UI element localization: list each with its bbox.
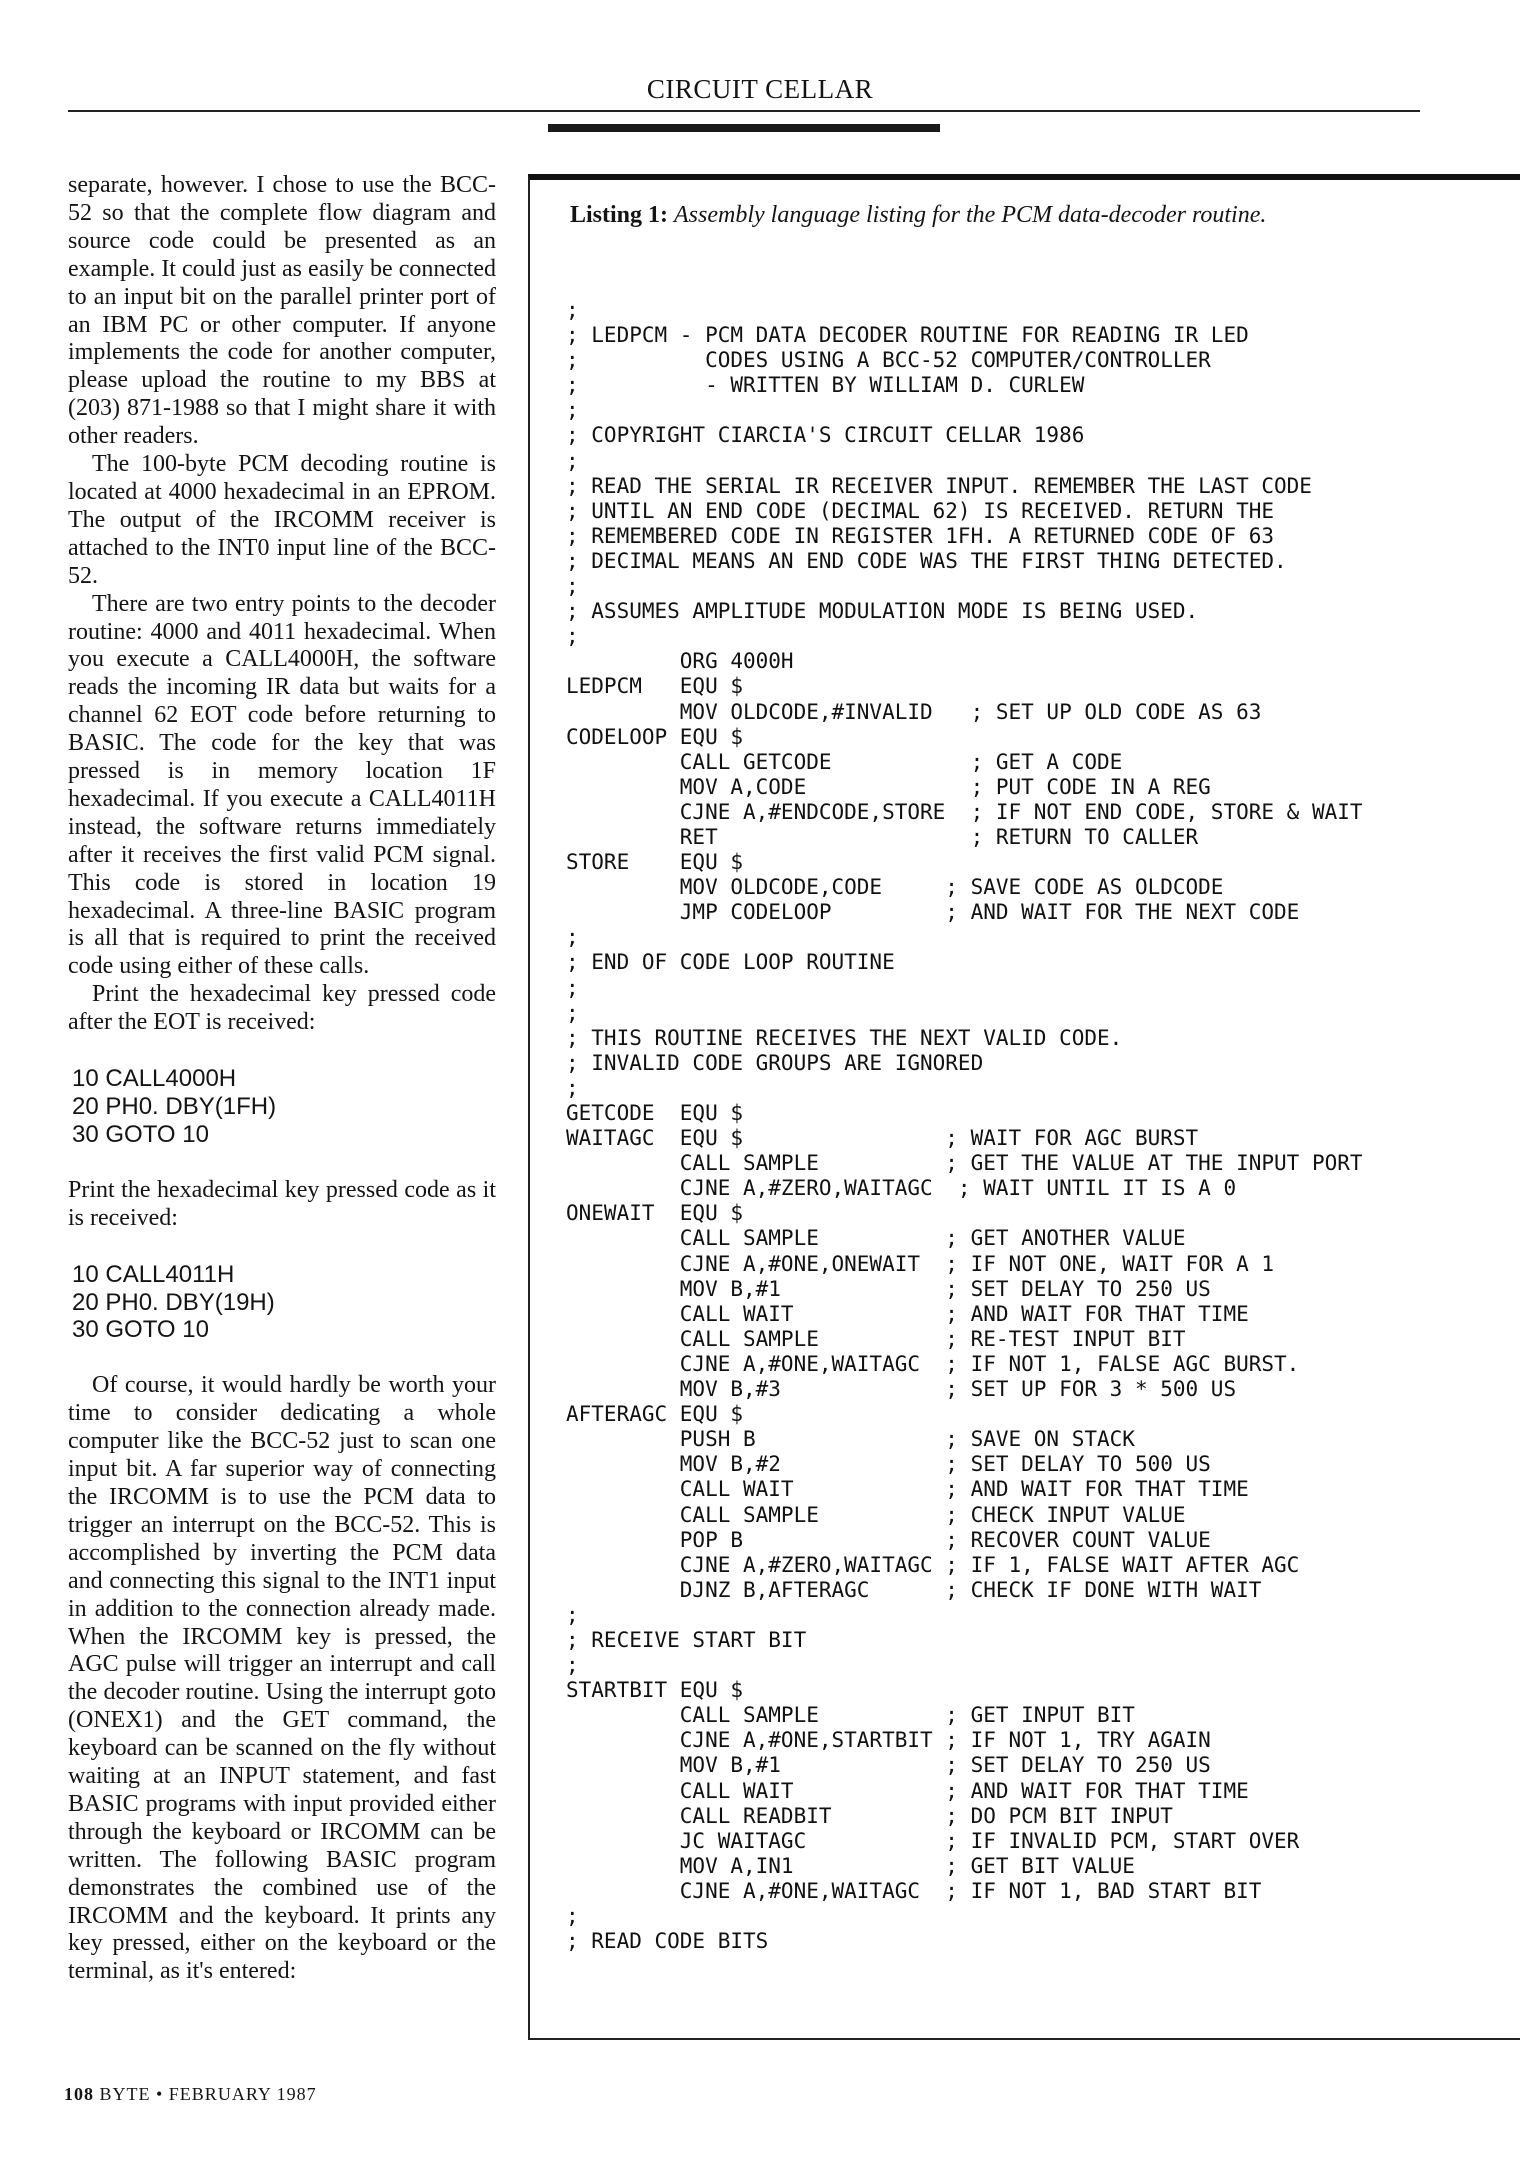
code-line: ; END OF CODE LOOP ROUTINE — [566, 950, 895, 975]
article-paragraph: Print the hexadecimal key pressed code after the EOT is received: — [68, 981, 496, 1036]
code-line: ; — [566, 1904, 579, 1928]
code-line: CALL GETCODE ; GET A CODE — [566, 749, 1123, 774]
code-line: MOV B,#3 ; SET UP FOR 3 * 500 US — [566, 1377, 1237, 1402]
code-line: DJNZ B,AFTERAGC ; CHECK IF DONE WITH WAIT — [566, 1577, 1262, 1602]
code-line: ; — [566, 925, 579, 950]
code-line: ; RECEIVE START BIT — [566, 1627, 807, 1652]
article-paragraph: Print the hexadecimal key pressed code as it is received: — [68, 1176, 496, 1231]
listing-caption — [570, 200, 1470, 230]
code-line: CALL SAMPLE ; RE-TEST INPUT BIT — [566, 1326, 1186, 1351]
code-line: CALL SAMPLE ; GET THE VALUE AT THE INPUT PORT — [566, 1151, 1363, 1176]
code-line: ; — [566, 398, 579, 423]
code-line: AFTERAGC EQU $ — [566, 1402, 744, 1427]
code-line: PUSH B ; SAVE ON STACK — [566, 1427, 1135, 1452]
code-line: ; — [566, 1653, 579, 1678]
code-line: CJNE A,#ONE,WAITAGC ; IF NOT 1, BAD START BIT — [566, 1878, 1262, 1903]
article-paragraph: separate, however. I chose to use the BCC-52 so that the complete flow diagram and source code could be presented as an example. It could just as easily be connected to an input bit on the parallel printer port of an IBM PC or other computer. If anyone implements the code for another computer, please upload the routine to my BBS at (203) 871-1988 so that I might share it with other readers. — [68, 172, 496, 450]
header-bar — [548, 124, 940, 132]
code-line: WAITAGC EQU $ ; WAIT FOR AGC BURST — [566, 1126, 1199, 1151]
code-line: MOV OLDCODE,#INVALID ; SET UP OLD CODE AS 63 — [566, 699, 1262, 724]
code-line: CALL WAIT ; AND WAIT FOR THAT TIME — [566, 1778, 1249, 1803]
code-line: POP B ; RECOVER COUNT VALUE — [566, 1527, 1211, 1552]
listing-code — [566, 298, 1506, 1954]
code-line: GETCODE EQU $ — [566, 1101, 744, 1125]
code-line: ; — [566, 975, 579, 1000]
code-line: ; — [566, 624, 579, 649]
code-line: CALL WAIT ; AND WAIT FOR THAT TIME — [566, 1301, 1249, 1326]
code-line: ; UNTIL AN END CODE (DECIMAL 62) IS RECEIVED. RETURN THE — [566, 498, 1275, 523]
code-line: MOV B,#2 ; SET DELAY TO 500 US — [566, 1452, 1211, 1477]
program-line: 20 PH0. DBY(1FH) — [72, 1093, 277, 1120]
code-line: RET ; RETURN TO CALLER — [566, 824, 1199, 849]
code-line: CJNE A,#ZERO,WAITAGC ; IF 1, FALSE WAIT AFTER AGC — [566, 1552, 1300, 1577]
code-line: JC WAITAGC ; IF INVALID PCM, START OVER — [566, 1828, 1300, 1853]
code-line: ; — [566, 448, 579, 473]
code-line: CALL SAMPLE ; GET ANOTHER VALUE — [566, 1226, 1186, 1251]
code-line: ; COPYRIGHT CIARCIA'S CIRCUIT CELLAR 1986 — [566, 423, 1085, 448]
code-line: CJNE A,#ENDCODE,STORE ; IF NOT END CODE, STORE & WAIT — [566, 799, 1363, 824]
code-line: ONEWAIT EQU $ — [566, 1201, 744, 1226]
code-line: JMP CODELOOP ; AND WAIT FOR THE NEXT CODE — [566, 900, 1300, 925]
article-column — [68, 172, 496, 1986]
code-line: ; THIS ROUTINE RECEIVES THE NEXT VALID CODE. — [566, 1025, 1123, 1050]
code-line: MOV A,IN1 ; GET BIT VALUE — [566, 1853, 1135, 1878]
page-number: 108 — [64, 2084, 94, 2104]
code-line: ; CODES USING A BCC-52 COMPUTER/CONTROLLER — [566, 348, 1211, 373]
program-line: 30 GOTO 10 — [72, 1120, 209, 1148]
code-line: CJNE A,#ZERO,WAITAGC ; WAIT UNTIL IT IS A 0 — [566, 1176, 1237, 1201]
code-line: CJNE A,#ONE,ONEWAIT ; IF NOT ONE, WAIT FOR A 1 — [566, 1251, 1275, 1276]
code-line: CALL READBIT ; DO PCM BIT INPUT — [566, 1803, 1173, 1828]
code-line: STORE EQU $ — [566, 850, 744, 875]
code-line: ; — [566, 1000, 579, 1025]
code-line: ; INVALID CODE GROUPS ARE IGNORED — [566, 1050, 984, 1075]
code-line: ; - WRITTEN BY WILLIAM D. CURLEW — [566, 373, 1085, 398]
code-line: ; — [566, 574, 579, 599]
article-paragraph: There are two entry points to the decoder routine: 4000 and 4011 hexadecimal. When you execute a CALL4000H, the software reads the incoming IR data but waits for a channel 62 EOT code before returning to BASIC. The code for the key that was pressed is in memory location 1F hexadecimal. If you execute a CALL4011H instead, the software returns immediately after it receives the first valid PCM signal. This code is stored in location 19 hexadecimal. A three-line BASIC program is all that is required to print the received code using either of these calls. — [68, 590, 496, 980]
code-line: ; — [566, 1075, 579, 1100]
code-line: CJNE A,#ONE,WAITAGC ; IF NOT 1, FALSE AGC BURST. — [566, 1351, 1300, 1376]
code-line: MOV OLDCODE,CODE ; SAVE CODE AS OLDCODE — [566, 875, 1224, 900]
code-line: ; — [566, 298, 579, 322]
program-line: 10 CALL4011H — [72, 1260, 235, 1288]
code-line: ; DECIMAL MEANS AN END CODE WAS THE FIRST THING DETECTED. — [566, 548, 1287, 573]
page-header: CIRCUIT CELLAR — [646, 74, 874, 104]
code-line: MOV B,#1 ; SET DELAY TO 250 US — [566, 1276, 1211, 1301]
code-line: STARTBIT EQU $ — [566, 1678, 744, 1703]
program-line: 10 CALL4000H — [72, 1065, 237, 1093]
code-line: ; REMEMBERED CODE IN REGISTER 1FH. A RETURNED CODE OF 63 — [566, 523, 1275, 548]
code-line: CALL WAIT ; AND WAIT FOR THAT TIME — [566, 1477, 1249, 1502]
header-rule — [68, 110, 1420, 112]
code-line: ; LEDPCM - PCM DATA DECODER ROUTINE FOR READING IR LED — [566, 323, 1249, 348]
article-paragraph: Of course, it would hardly be worth your time to consider dedicating a whole computer like the BCC-52 just to scan one input bit. A far superior way of connecting the IRCOMM is to use the PCM data to trigger an interrupt on the BCC-52. This is accomplished by inverting the PCM data and connecting this signal to the INT1 input in addition to the connection already made. When the IRCOMM key is pressed, the AGC pulse will trigger an interrupt and call the decoder routine. Using the interrupt goto (ONEX1) and the GET command, the keyboard can be scanned on the fly without waiting at an INPUT statement, and fast BASIC programs with input provided either through the keyboard or IRCOMM can be written. The following BASIC program demonstrates the combined use of the IRCOMM and the keyboard. It prints any key pressed, either on the keyboard or the terminal, as it's entered: — [68, 1372, 496, 1985]
code-line: MOV B,#1 ; SET DELAY TO 250 US — [566, 1753, 1211, 1778]
code-line: ORG 4000H — [566, 649, 794, 674]
code-line: ; READ CODE BITS — [566, 1929, 769, 1954]
program-line: 30 GOTO 10 — [72, 1316, 209, 1344]
article-paragraph: The 100-byte PCM decoding routine is located at 4000 hexadecimal in an EPROM. The output of the IRCOMM receiver is attached to the INT0 input line of the BCC-52. — [68, 451, 496, 589]
code-line: LEDPCM EQU $ — [566, 674, 744, 699]
listing-caption-text: Assembly language listing for the PCM data-decoder routine. — [674, 202, 1267, 228]
basic-program-1 — [72, 1065, 496, 1149]
code-line: ; — [566, 1602, 579, 1627]
code-line: CJNE A,#ONE,STARTBIT ; IF NOT 1, TRY AGAIN — [566, 1728, 1211, 1753]
code-line: CODELOOP EQU $ — [566, 724, 744, 749]
page-footer — [64, 2084, 317, 2105]
code-line: ; ASSUMES AMPLITUDE MODULATION MODE IS BEING USED. — [566, 599, 1199, 624]
code-line: CALL SAMPLE ; GET INPUT BIT — [566, 1703, 1135, 1728]
code-line: ; READ THE SERIAL IR RECEIVER INPUT. REMEMBER THE LAST CODE — [566, 473, 1312, 498]
program-line: 20 PH0. DBY(19H) — [72, 1288, 275, 1316]
publication-line: BYTE • FEBRUARY 1987 — [99, 2084, 317, 2104]
code-line: MOV A,CODE ; PUT CODE IN A REG — [566, 774, 1211, 799]
code-line: CALL SAMPLE ; CHECK INPUT VALUE — [566, 1502, 1186, 1527]
basic-program-2 — [72, 1261, 496, 1345]
listing-label: Listing 1: — [570, 202, 669, 228]
